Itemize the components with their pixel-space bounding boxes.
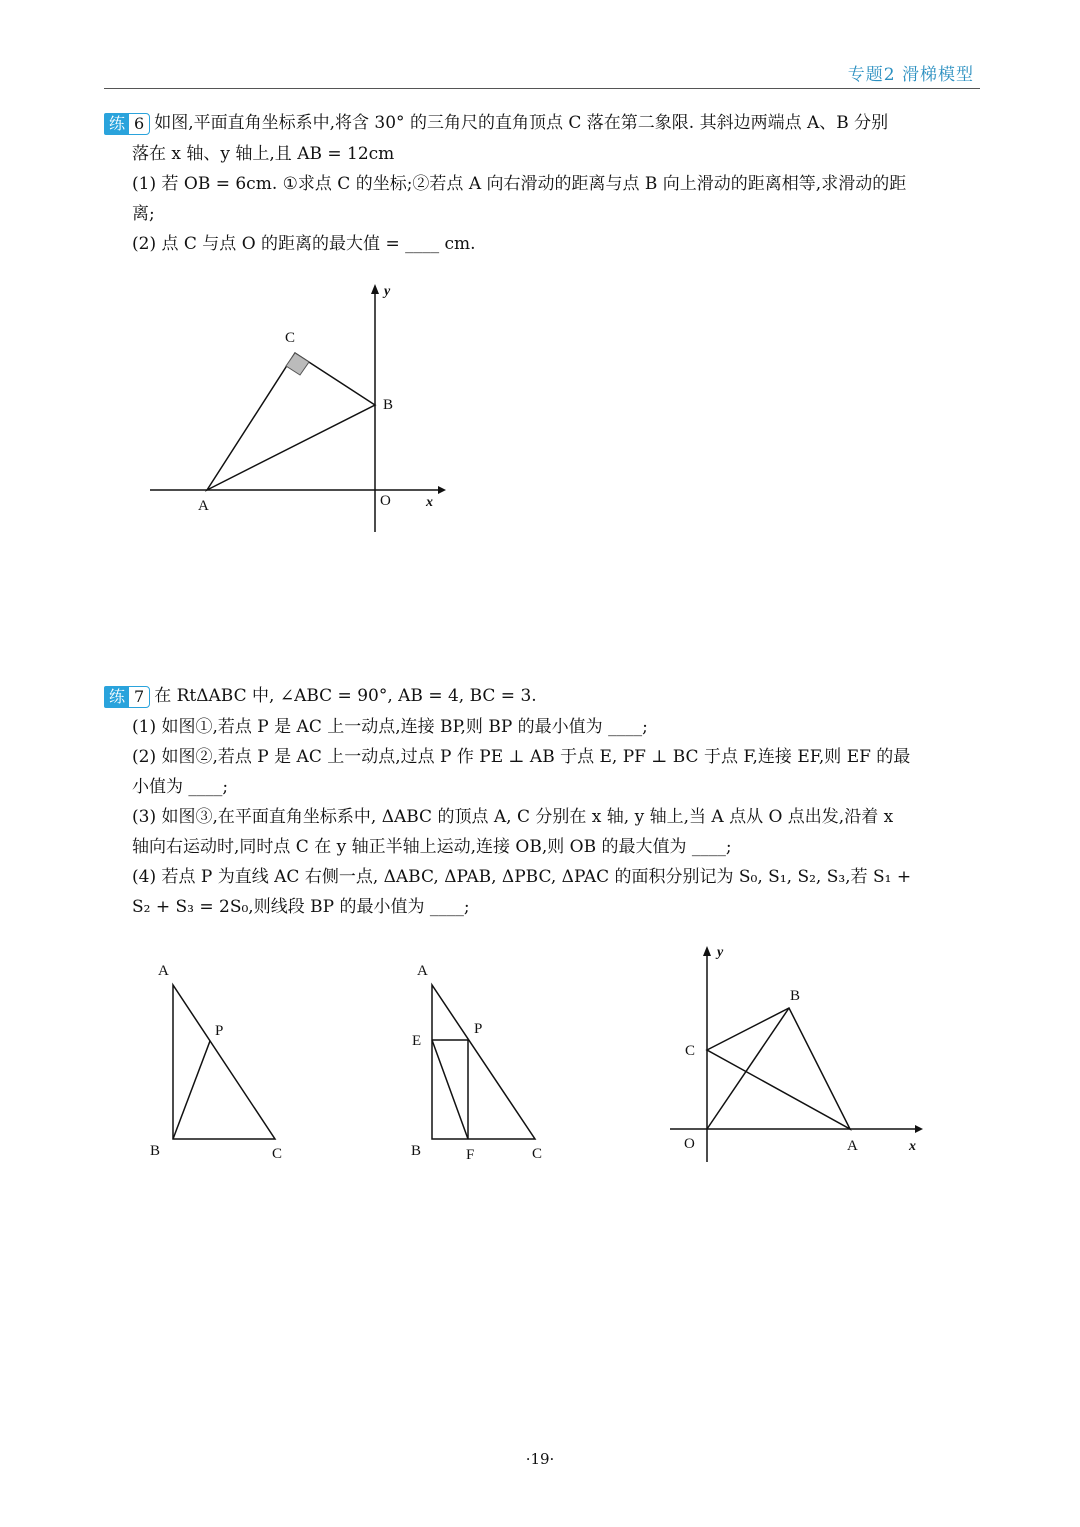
problem-7-part-1: (1) 如图①,若点 P 是 AC 上一动点,连接 BP,则 BP 的最小值为 ____; [132,716,648,737]
triangle-abc [707,1008,850,1129]
segment-ef [432,1040,468,1139]
label-y: y [384,284,391,299]
problem-7-part-2: (2) 如图②,若点 P 是 AC 上一动点,过点 P 作 PE ⊥ AB 于点 E, PF ⊥ BC 于点 F,连接 EF,则 EF 的最 [132,746,911,767]
problem-7-part-3-cont: 轴向右运动时,同时点 C 在 y 轴正半轴上运动,连接 OB,则 OB 的最大值为 ____; [132,836,732,857]
label-b: B [790,988,801,1004]
segment-ob [707,1008,789,1129]
label-c: C [285,330,296,346]
label-b: B [383,397,394,413]
label-a: A [417,963,428,979]
triangle-abc [207,353,375,490]
problem-6-figure [140,280,460,540]
label-a: A [847,1138,858,1154]
label-x: x [426,495,433,510]
label-y: y [717,945,724,960]
x-axis-arrow [915,1125,923,1133]
problem-7-part-3: (3) 如图③,在平面直角坐标系中, ΔABC 的顶点 A, C 分别在 x 轴, y 轴上,当 A 点从 O 点出发,沿着 x [132,806,894,827]
right-angle-marker [286,353,309,375]
problem-6 [104,108,982,259]
problem-7-line-1: 练 7 在 RtΔABC 中, ∠ABC = 90°, AB = 4, BC = 3. [104,681,982,712]
problem-6-line-2: 落在 x 轴、y 轴上,且 AB = 12cm [132,143,395,164]
label-p: P [215,1023,224,1039]
problem-6-part-1-cont: 离; [132,203,155,224]
problem-7-part-2-cont: 小值为 ____; [132,776,229,797]
segment-bp [173,1041,210,1139]
problem-6-part-1: (1) 若 OB = 6cm. ①求点 C 的坐标;②若点 A 向右滑动的距离与点 B 向上滑动的距离相等,求滑动的距 [132,173,907,194]
triangle-abc [173,985,275,1139]
problem-6-part-2: (2) 点 C 与点 O 的距离的最大值 = ____ cm. [132,233,476,254]
problem-7-figure-2 [400,955,570,1170]
problem-7 [104,681,982,922]
problem-7-part-4: (4) 若点 P 为直线 AC 右侧一点, ΔABC, ΔPAB, ΔPBC, ΔPAC 的面积分别记为 S₀, S₁, S₂, S₃,若 S₁ + [132,866,912,887]
label-c: C [272,1146,283,1162]
problem-6-badge: 练 6 [104,109,150,139]
problem-6-line-1: 练 6 如图,平面直角坐标系中,将含 30° 的三角尺的直角顶点 C 落在第二象限. 其斜边两端点 A、B 分别 [104,108,982,139]
problem-7-part-4-cont: S₂ + S₃ = 2S₀,则线段 BP 的最小值为 ____; [132,896,470,917]
y-axis-arrow [371,284,379,294]
label-b: B [150,1143,161,1159]
x-axis-arrow [438,486,446,494]
label-p: P [474,1021,483,1037]
label-f: F [466,1147,475,1163]
problem-7-badge: 练 7 [104,682,150,712]
header-divider [104,88,980,89]
triangle-abc [432,985,535,1139]
label-o: O [684,1136,695,1152]
label-a: A [198,498,209,514]
y-axis-arrow [703,946,711,956]
label-a: A [158,963,169,979]
label-b: B [411,1143,422,1159]
label-o: O [380,493,391,509]
page-number: ·19· [525,1450,555,1468]
label-c: C [532,1146,543,1162]
problem-7-figure-1 [140,955,310,1170]
page-header-title: 专题2 滑梯模型 [847,65,974,85]
label-x: x [909,1139,916,1154]
problem-7-figure-3 [665,940,955,1170]
label-c: C [685,1043,696,1059]
label-e: E [412,1033,422,1049]
